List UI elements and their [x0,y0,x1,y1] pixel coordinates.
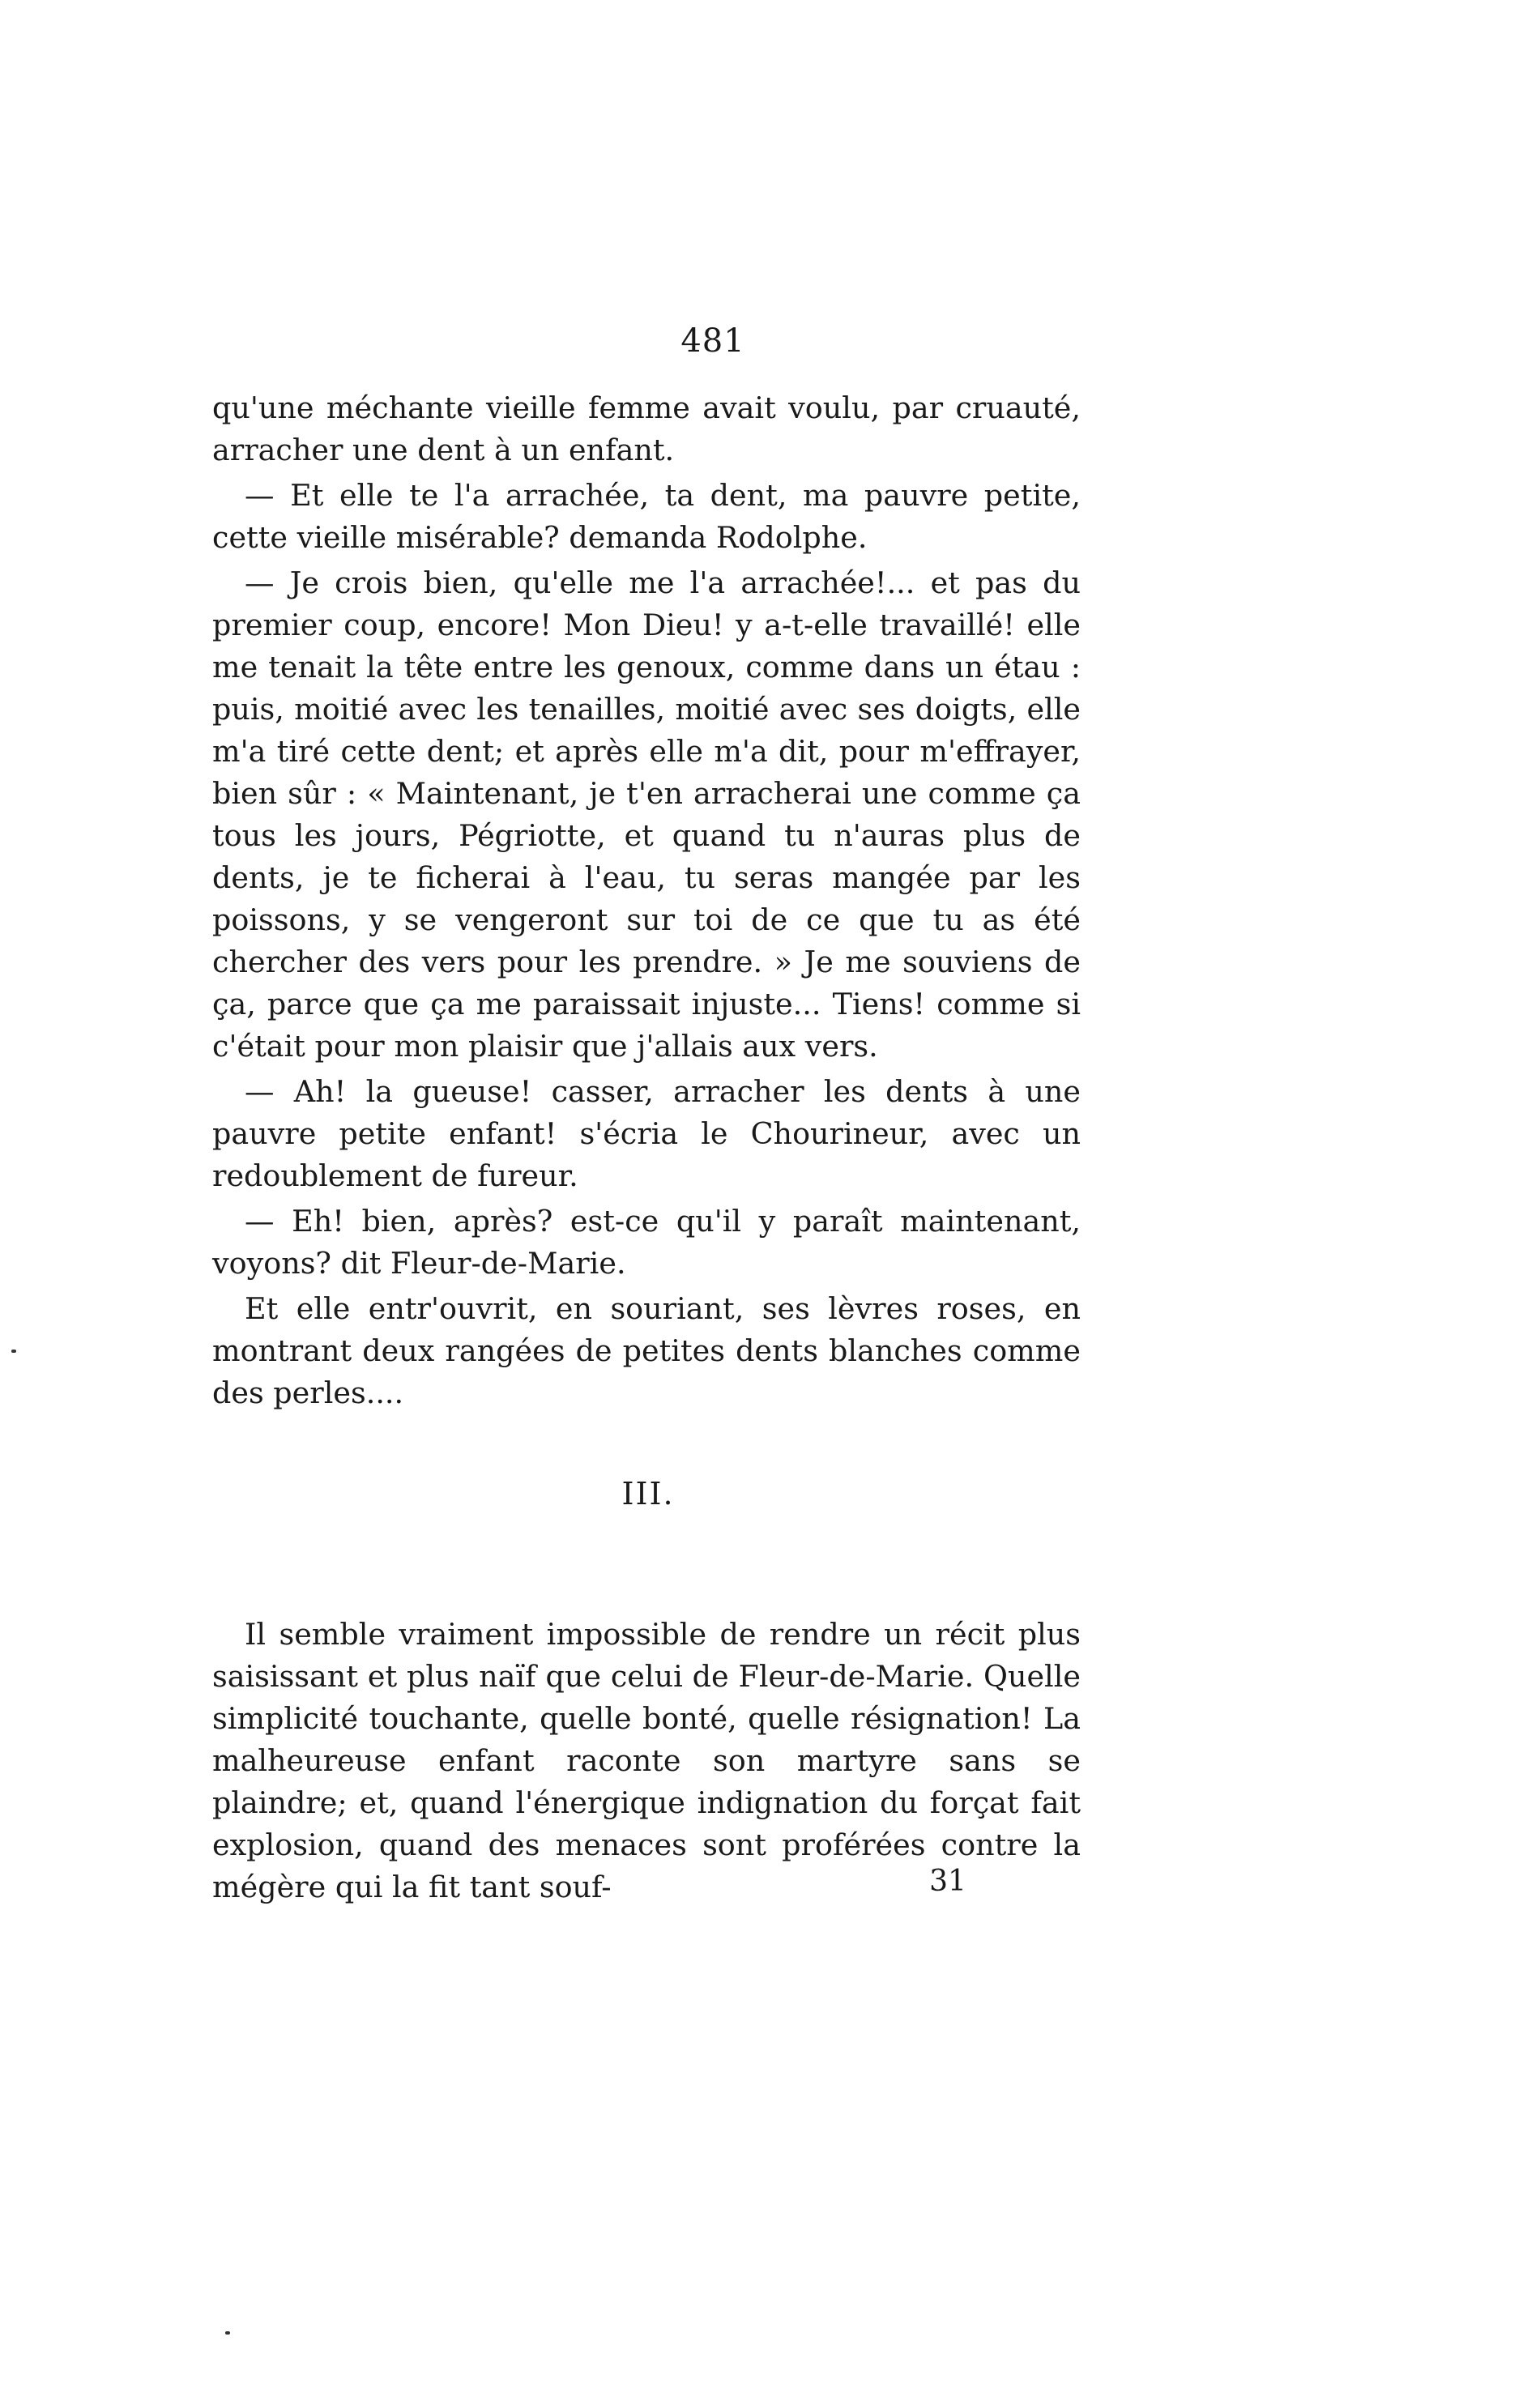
paragraph-2: — Et elle te l'a arrachée, ta dent, ma pauvre petite, cette vieille misérable? demanda Rodolphe. [212,478,1081,555]
paragraph-6: Et elle entr'ouvrit, en souriant, ses lèvres roses, en montrant deux rangées de petites dents blanches comme des perles.... [212,1291,1081,1410]
paragraph-1: qu'une méchante vieille femme avait voulu, par cruauté, arracher une dent à un enfant. [212,390,1081,467]
signature-mark: 31 [929,1865,966,1898]
paragraph-5: — Eh! bien, après? est-ce qu'il y paraît maintenant, voyons? dit Fleur-de-Marie. [212,1204,1081,1281]
paragraph-4: — Ah! la gueuse! casser, arracher les dents à une pauvre petite enfant! s'écria le Chourineur, avec un redoublement de fureur. [212,1074,1081,1193]
scan-speck [225,2331,230,2335]
paragraph-7: Il semble vraiment impossible de rendre un récit plus saisissant et plus naïf que celui de Fleur-de-Marie. Quelle simplicité touchante, quelle bonté, quelle résignation! La malheureuse enfant raconte son martyre sans se plaindre; et, quand l'énergique indignation du forçat fait explosion, quand des menaces sont proférées contre la mégère qui la fit tant souf- [212,1617,1081,1904]
paragraph-3: — Je crois bien, qu'elle me l'a arrachée!... et pas du premier coup, encore! Mon Dieu! y a-t-elle travaillé! elle me tenait la tête entre les genoux, comme dans un étau : puis, moitié avec les tenailles, moitié avec ses doigts, elle m'a tiré cette dent; et après elle m'a dit, pour m'effrayer, bien sûr : « Maintenant, je t'en arracherai une comme ça tous les jours, Pégriotte, et quand tu n'auras plus de dents, je te ficherai à l'eau, tu seras mangée par les poissons, y se vengeront sur toi de ce que tu as été chercher des vers pour les prendre. » Je me souviens de ça, parce que ça me paraissait injuste... Tiens! comme si c'était pour mon plaisir que j'allais aux vers. [212,565,1081,1064]
page-number: 481 [680,322,745,360]
text-block-dialogue [212,387,1081,1414]
section-heading: III. [621,1476,675,1512]
scan-speck [11,1350,16,1353]
